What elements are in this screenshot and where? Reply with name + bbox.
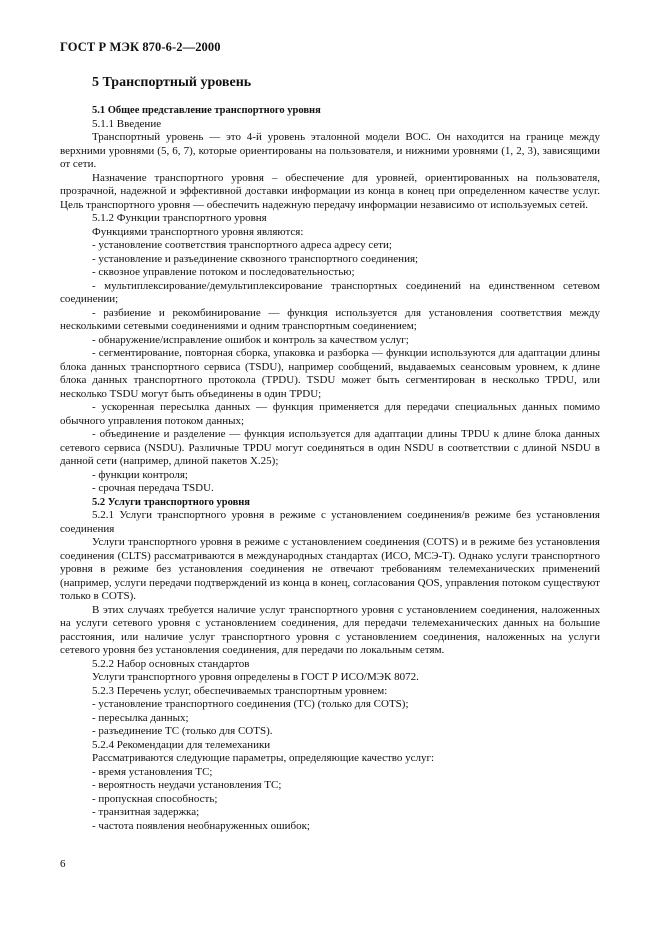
paragraph: Услуги транспортного уровня определены в ГОСТ Р ИСО/МЭК 8072. [92, 671, 419, 683]
document-content [60, 104, 600, 833]
clause-heading: 5.2.2 Набор основных стандартов [92, 657, 250, 670]
paragraph: - транзитная задержка; [92, 806, 200, 818]
paragraph: Рассматриваются следующие параметры, определяющие качество услуг: [92, 752, 435, 764]
paragraph: Транспортный уровень — это 4-й уровень эталонной модели ВОС. Он находится на границе между верхними уровнями (5, 6, 7), которые ориентированы на пользователя, и нижними уровнями (1, 2, 3), зависящими от сети. [60, 131, 600, 170]
paragraph: 5.2.1 Услуги транспортного уровня в режиме с установлением соединения/в режиме без установления соединения [60, 509, 600, 535]
paragraph: - установление соответствия транспортного адреса адресу сети; [92, 239, 392, 251]
paragraph: В этих случаях требуется наличие услуг транспортного уровня с установлением соединения, наложенных на услуги сетевого уровня с установлением соединения, для передачи телемеханических данных на большие расстояния, или наличие услуг транспортного уровня с установлением соединения, наложенных на услуги сетевого уровня без установления соединения, для передачи по локальным сетям. [60, 603, 600, 656]
page-number: 6 [60, 858, 66, 870]
paragraph: - обнаружение/исправление ошибок и контроль за качеством услуг; [92, 333, 409, 346]
paragraph: - время установления TC; [92, 765, 213, 778]
paragraph: - установление и разъединение сквозного транспортного соединения; [92, 252, 419, 265]
paragraph: - частота появления необнаруженных ошибок; [92, 819, 310, 832]
paragraph: Функциями транспортного уровня являются: [92, 225, 304, 238]
paragraph: - вероятность неудачи установления TC; [92, 779, 282, 791]
paragraph: - пропускная способность; [92, 792, 218, 805]
paragraph: - сегментирование, повторная сборка, упаковка и разборка — функции используются для адаптации длины блока данных транспортного сервиса (TSDU), например сообщений, выдаваемых сеансовым уровнем, к длине блока данных транспортного протокола (TPDU). TSDU может быть сегментирован в несколько TPDU, или несколько TSDU могут быть объединены в один TPDU; [60, 347, 600, 400]
paragraph: - разъединение TC (только для COTS). [92, 725, 273, 737]
page-body [60, 40, 600, 833]
clause-heading: 5.1.1 Введение [92, 117, 162, 130]
paragraph: - мультиплексирование/демультиплексирование транспортных соединений на единственном сетевом соединении; [60, 279, 600, 305]
subsection-heading: 5.1 Общее представление транспортного уровня [92, 105, 321, 116]
paragraph: - ускоренная пересылка данных — функция применяется для передачи специальных данных помимо обычного управления потоком данных; [60, 401, 600, 427]
paragraph: - сквозное управление потоком и последовательностью; [92, 266, 355, 278]
paragraph: - объединение и разделение — функция используется для адаптации длины TPDU к длине блока данных сетевого сервиса (NSDU). Различные TPDU могут соединяться в один NSDU в соответствии с длиной NSDU в данной сети (например, длиной пакетов X.25); [60, 428, 600, 467]
paragraph: Услуги транспортного уровня в режиме с установлением соединения (COTS) и в режиме без установления соединения (CLTS) рассматриваются в международных стандартах (ИСО, МСЭ-Т). Однако услуги транспортного уровня в режиме без установления соединения не отвечают требованиям телемеханических применений (например, услуги передачи подтверждений из конца в конец, согласования QOS, управления потоком существуют только в COTS). [60, 536, 600, 602]
paragraph: Назначение транспортного уровня – обеспечение для уровней, ориентированных на пользователя, прозрачной, надежной и эффективной доставки информации из конца в конец при определенном качестве услуг. Цель транспортного уровня — обеспечить надежную передачу информации независимо от используемых сетей. [60, 171, 600, 211]
subsection-heading: 5.2 Услуги транспортного уровня [92, 496, 250, 508]
section-title: 5 Транспортный уровень [92, 75, 252, 90]
paragraph: - разбиение и рекомбинирование — функция используется для установления соответствия между несколькими сетевыми соединениями и одним транспортным соединением; [60, 306, 600, 332]
clause-heading: 5.2.4 Рекомендации для телемеханики [92, 738, 271, 751]
document-header: ГОСТ Р МЭК 870-6-2—2000 [60, 40, 221, 54]
paragraph: 5.2.3 Перечень услуг, обеспечиваемых транспортным уровнем: [92, 684, 388, 697]
paragraph: - установление транспортного соединения (TC) (только для COTS); [92, 698, 409, 710]
paragraph: - функции контроля; [92, 468, 188, 481]
paragraph: - срочная передача TSDU. [92, 482, 214, 494]
paragraph: - пересылка данных; [92, 711, 189, 724]
clause-heading: 5.1.2 Функции транспортного уровня [92, 212, 267, 224]
